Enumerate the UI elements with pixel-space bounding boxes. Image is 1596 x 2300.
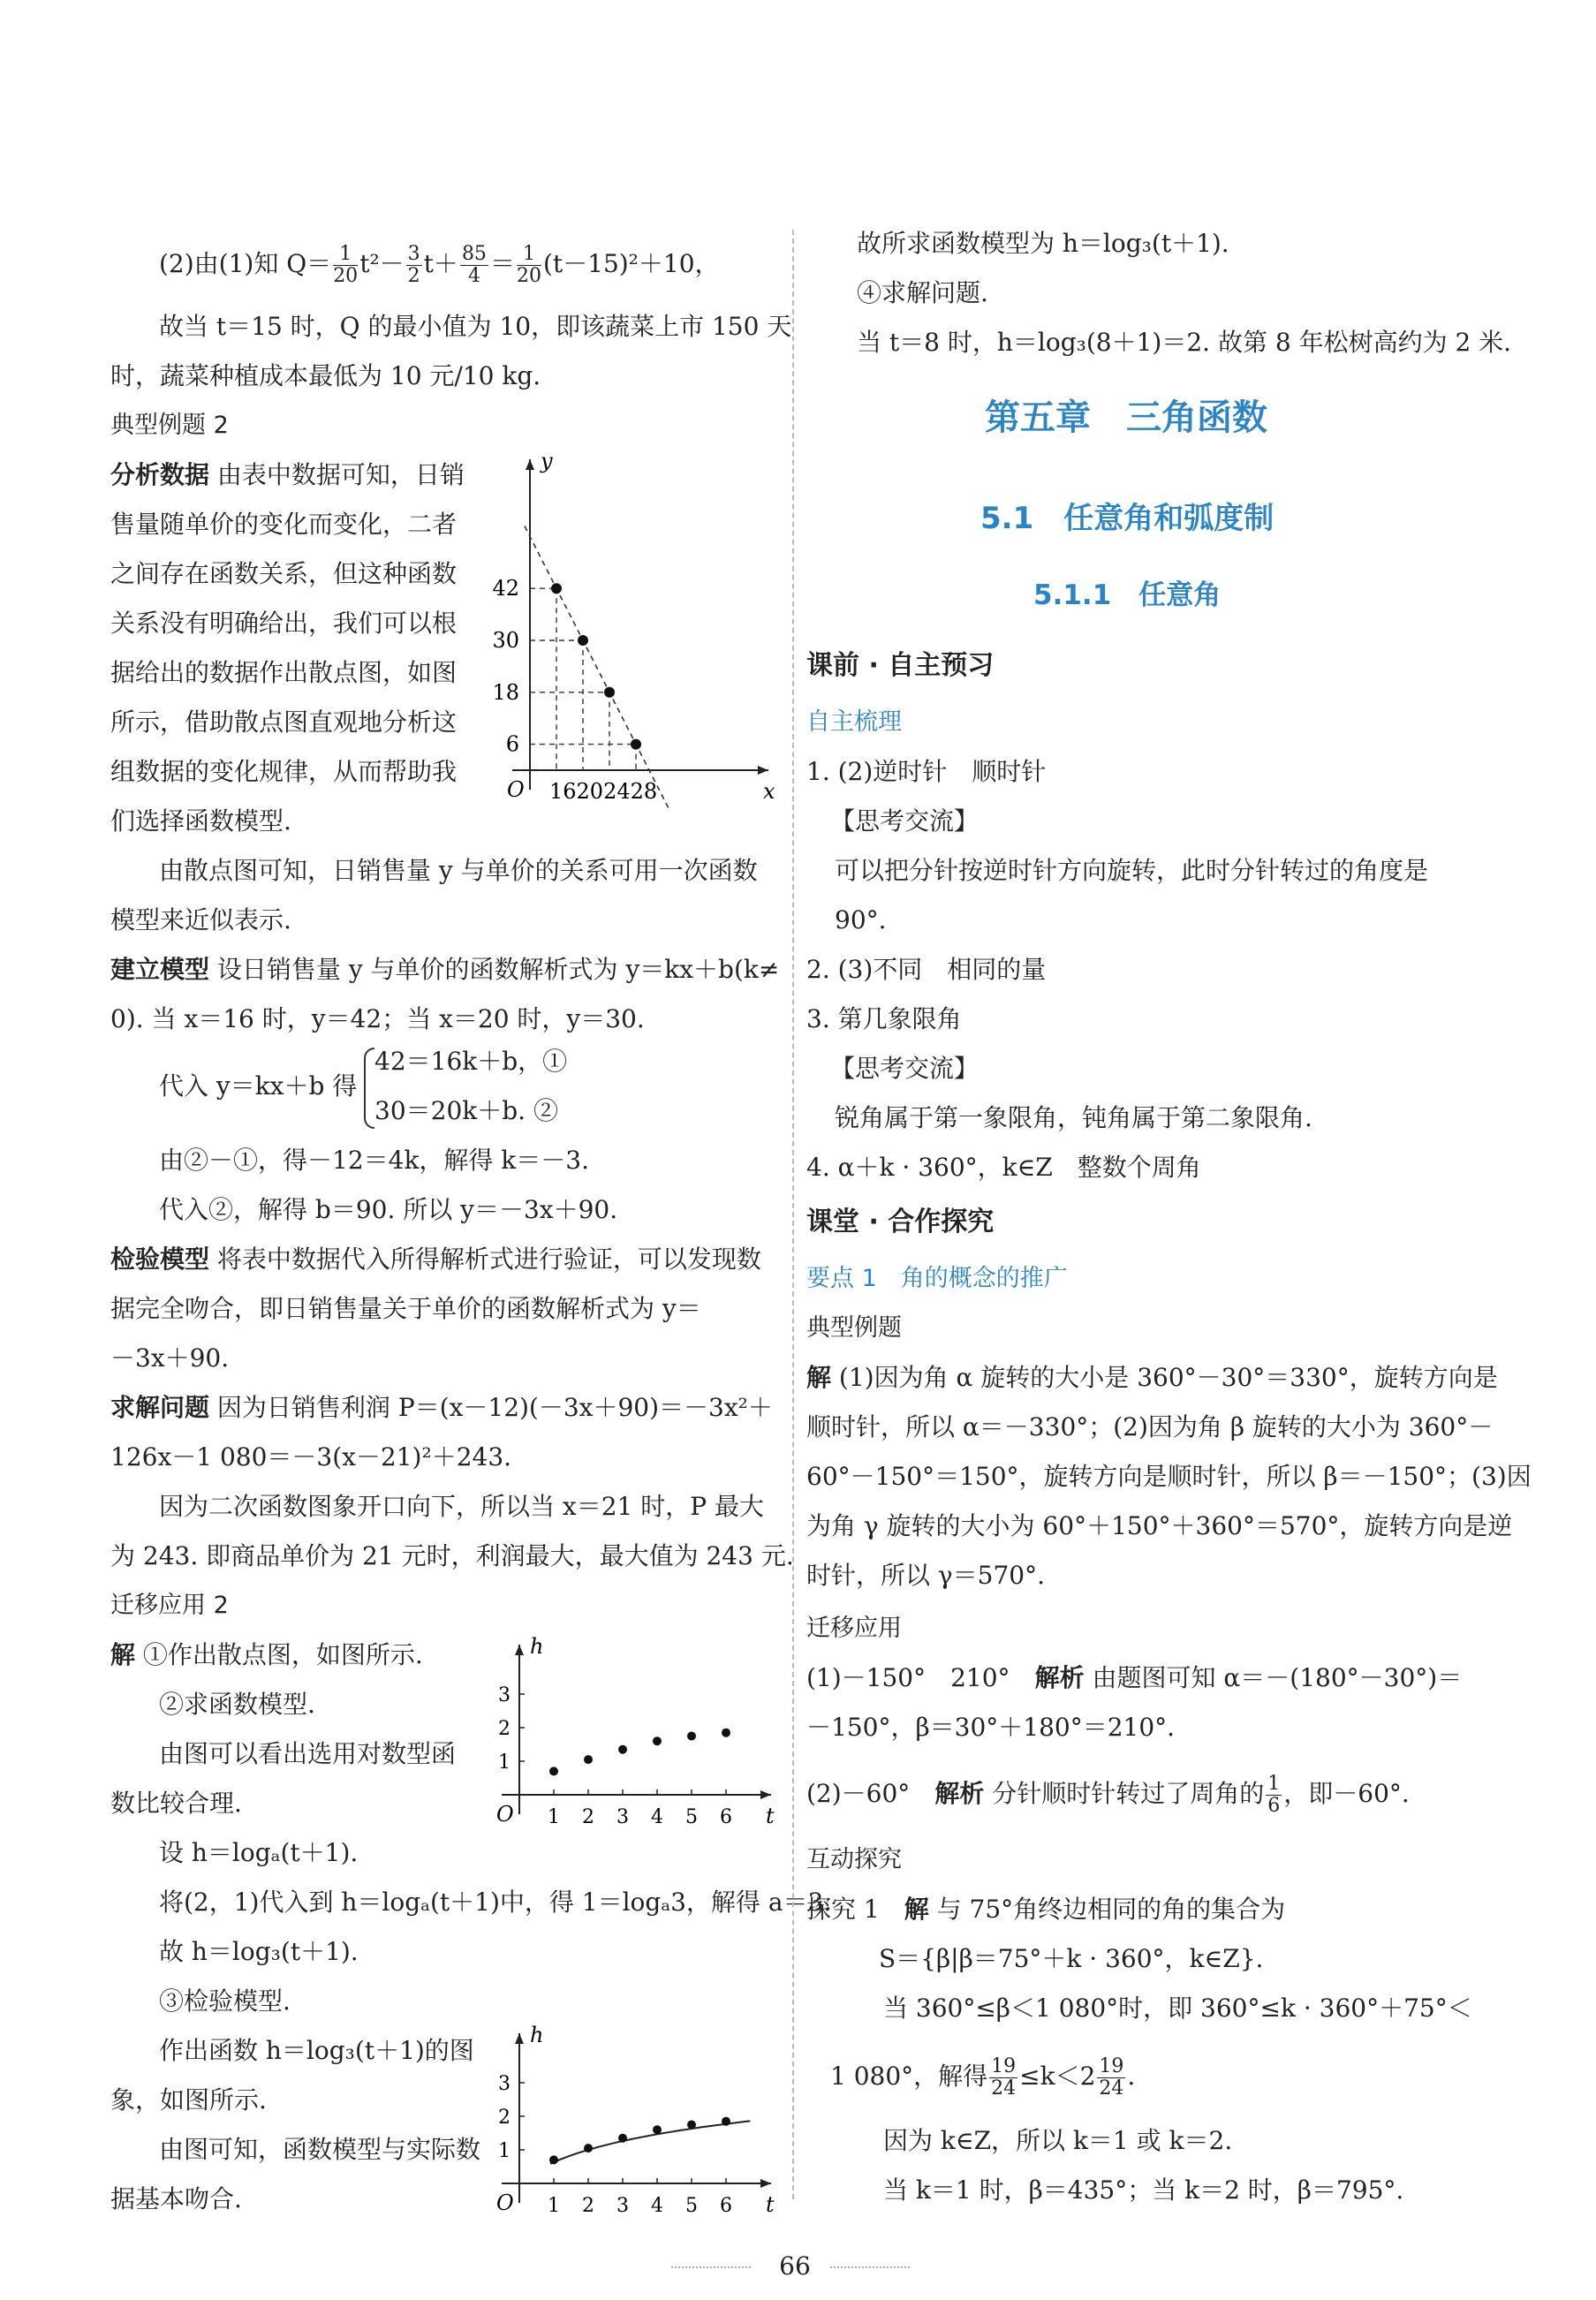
data-point (604, 687, 615, 698)
part-heading: 课前 · 自主预习 (806, 650, 995, 681)
y-tick-label: 2 (498, 2107, 511, 2129)
text-line: 1. (2)逆时针 顺时针 (806, 757, 1047, 786)
text-line: (2)－60° 解析 分针顺时针转过了周角的 $\frac{1}{6}$ ，即－60°. (806, 1773, 1410, 1817)
column-divider (792, 230, 794, 2199)
log-curve-chart (495, 2024, 786, 2219)
text-line: 126x－1 080＝－3(x－21)²＋243. (110, 1442, 512, 1472)
text-line: 顺时针，所以 α＝－330°；(2)因为角 β 旋转的大小为 360°－ (806, 1412, 1494, 1441)
x-tick-label: 4 (651, 2195, 663, 2217)
text-line: 分析数据 由表中数据可知，日销 (110, 460, 465, 489)
data-point (687, 2121, 696, 2130)
data-point (549, 2155, 558, 2164)
x-tick-label: 5 (685, 2195, 698, 2217)
text-line: 故所求函数模型为 h＝log₃(t＋1). (857, 229, 1229, 258)
subsection-title: 典型例题 2 (110, 412, 229, 439)
text-line: 可以把分针按逆时针方向旋转，此时分针转过的角度是 (835, 856, 1429, 885)
text-line: 0). 当 x＝16 时，y＝42；当 x＝20 时，y＝30. (110, 1004, 645, 1033)
y-axis-label: y (541, 450, 553, 473)
y-tick-label: 2 (498, 1718, 511, 1740)
chapter-title: 第五章 三角函数 (985, 397, 1267, 438)
data-point (549, 1767, 558, 1775)
text-line: ④求解问题. (857, 278, 988, 307)
text-line: 代入 y＝kx＋b 得 (159, 1071, 358, 1101)
page-number: 66 (779, 2251, 811, 2281)
equation-1: 42＝16k＋b，① (374, 1047, 568, 1076)
data-point (578, 635, 588, 646)
text-line: 所示，借助散点图直观地分析这 (110, 707, 458, 737)
text-line: 由②－①，得－12＝4k，解得 k＝－3. (159, 1146, 589, 1175)
data-point (631, 739, 641, 750)
data-point (551, 583, 562, 594)
data-point (584, 2144, 593, 2152)
text-line: 设 h＝logₐ(t＋1). (159, 1838, 359, 1867)
text-line: 组数据的变化规律，从而帮助我 (110, 757, 458, 786)
y-tick-label: 30 (492, 628, 519, 653)
data-point (618, 1745, 627, 1754)
text-line: 象，如图所示. (110, 2085, 267, 2115)
x-tick-label: 2 (582, 2195, 594, 2217)
text-line: 【思考交流】 (830, 806, 980, 836)
origin-label: O (507, 777, 525, 802)
text-line: 关系没有明确给出，我们可以根 (110, 609, 458, 638)
text-line: 解 ①作出散点图，如图所示. (110, 1640, 423, 1669)
text-line: 由散点图可知，日销售量 y 与单价的关系可用一次函数 (159, 856, 758, 885)
x-axis-label: x (763, 779, 775, 804)
text-line: 解 (1)因为角 α 旋转的大小是 360°－30°＝330°，旋转方向是 (806, 1363, 1498, 1392)
y-axis-label: h (530, 1636, 544, 1659)
log-curve (550, 2121, 750, 2163)
x-tick-label: 1 (548, 2195, 560, 2217)
x-tick-label: 1 (548, 1806, 560, 1828)
equation-2: 30＝20k＋b. ② (374, 1096, 558, 1125)
y-tick-label: 1 (498, 2140, 511, 2162)
text-line: 因为二次函数图象开口向下，所以当 x＝21 时，P 最大 (159, 1492, 764, 1521)
text-line: 为角 γ 旋转的大小为 60°＋150°＋360°＝570°，旋转方向是逆 (806, 1511, 1513, 1540)
equation-brace (364, 1048, 374, 1129)
section-title: 5.1 任意角和弧度制 (980, 501, 1275, 536)
origin-label: O (496, 1802, 514, 1827)
text-line: 代入②，解得 b＝90. 所以 y＝－3x＋90. (159, 1195, 618, 1224)
text-line: 当 k＝1 时，β＝435°；当 k＝2 时，β＝795°. (883, 2175, 1404, 2205)
text-line: ③检验模型. (159, 1986, 291, 2016)
height-scatter-chart (495, 1636, 786, 1830)
y-axis-label: h (530, 2024, 544, 2047)
text-line: 据完全吻合，即日销售量关于单价的函数解析式为 y＝ (110, 1294, 701, 1323)
text-line: 由图可知，函数模型与实际数 (159, 2135, 481, 2164)
subsection-title: 5.1.1 任意角 (1033, 579, 1222, 611)
x-tick-label: 6 (720, 2195, 732, 2217)
y-axis-arrow (526, 459, 534, 470)
footer-rule-right (830, 2266, 910, 2268)
subsection-title: 典型例题 (806, 1314, 902, 1342)
text-line: 检验模型 将表中数据代入所得解析式进行验证，可以发现数 (110, 1245, 761, 1274)
text-line: 模型来近似表示. (110, 905, 291, 934)
y-tick-label: 3 (498, 1684, 511, 1706)
text-line: －150°，β＝30°＋180°＝210°. (806, 1713, 1176, 1742)
text-line: 建立模型 设日销售量 y 与单价的函数解析式为 y＝kx＋b(k≠ (110, 955, 780, 984)
y-tick-label: 42 (492, 576, 519, 601)
formula-line: (2)由(1)知 Q＝ $\frac{1}{20}$ t²－ $\frac{3}{2}$ t＋ $\frac{85}{4}$ ＝ $\frac{1}{20}$ (t－15)²＋10， (159, 243, 720, 287)
text-line: 由图可以看出选用对数型函 (159, 1739, 457, 1768)
y-tick-label: 18 (492, 679, 519, 705)
origin-label: O (496, 2190, 514, 2215)
y-axis-arrow (515, 1645, 524, 1655)
text-line: 将(2，1)代入到 h＝logₐ(t＋1)中，得 1＝logₐ3，解得 a＝3. (159, 1888, 832, 1917)
y-tick-label: 6 (505, 731, 519, 757)
text-line: 2. (3)不同 相同的量 (806, 955, 1047, 984)
text-line: 求解问题 因为日销售利润 P＝(x－12)(－3x＋90)＝－3x²＋ (110, 1393, 773, 1422)
text-line: 之间存在函数关系，但这种函数 (110, 559, 458, 588)
text-line: 时针，所以 γ＝570°. (806, 1561, 1045, 1590)
text-line: S＝{β|β＝75°＋k · 360°，k∈Z}. (879, 1944, 1264, 1973)
x-axis-label: t (766, 1804, 775, 1828)
text-line: 90°. (835, 905, 887, 934)
data-point (722, 1729, 730, 1737)
text-line: 们选择函数模型. (110, 806, 291, 836)
text-line: 4. α＋k · 360°，k∈Z 整数个周角 (806, 1153, 1201, 1182)
x-axis-arrow (760, 1790, 771, 1799)
text-line: 作出函数 h＝log₃(t＋1)的图 (159, 2036, 474, 2065)
text-line: －3x＋90. (110, 1343, 230, 1373)
text-line: 【思考交流】 (830, 1054, 980, 1083)
text-line: 数比较合理. (110, 1789, 242, 1818)
data-point (722, 2117, 730, 2126)
footer-rule-left (671, 2266, 751, 2268)
text-line: 据给出的数据作出散点图，如图 (110, 658, 458, 687)
text-line: 售量随单价的变化而变化，二者 (110, 510, 458, 539)
text-line: 时，蔬菜种植成本最低为 10 元/10 kg. (110, 361, 541, 390)
x-axis-arrow (758, 766, 768, 775)
data-point (653, 1736, 662, 1745)
subsection-title: 迁移应用 2 (110, 1592, 229, 1619)
text-line: 探究 1 解 与 75°角终边相同的角的集合为 (806, 1895, 1286, 1924)
data-point (584, 1755, 593, 1764)
trend-line (525, 526, 669, 809)
x-tick-label: 2 (582, 1806, 594, 1828)
x-tick-label: 3 (616, 1806, 629, 1828)
data-point (653, 2125, 662, 2134)
text-line: ②求函数模型. (159, 1690, 315, 1719)
x-tick-label: 3 (616, 2195, 629, 2217)
data-point (687, 1732, 696, 1741)
part-heading: 课堂 · 合作探究 (806, 1207, 995, 1237)
text-line: 故当 t＝15 时，Q 的最小值为 10，即该蔬菜上市 150 天 (159, 312, 792, 341)
text-line: (1)－150° 210° 解析 由题图可知 α＝－(180°－30°)＝ (806, 1663, 1463, 1692)
x-tick-label: 5 (685, 1806, 698, 1828)
text-line: 故 h＝log₃(t＋1). (159, 1937, 359, 1966)
blue-heading: 要点 1 角的概念的推广 (806, 1265, 1068, 1292)
data-point (618, 2134, 627, 2143)
subsection-title: 迁移应用 (806, 1615, 902, 1642)
subsection-title: 互动探究 (806, 1846, 902, 1873)
text-line: 据基本吻合. (110, 2184, 242, 2213)
x-axis-label: t (766, 2192, 775, 2217)
text-line: 因为 k∈Z，所以 k＝1 或 k＝2. (883, 2126, 1233, 2155)
x-tick-label: 6 (720, 1806, 732, 1828)
x-tick-labels: 16202428 (549, 779, 658, 804)
sales-scatter-chart (477, 450, 777, 813)
x-tick-label: 4 (651, 1806, 663, 1828)
y-axis-arrow (515, 2033, 524, 2044)
text-line: 当 t＝8 时，h＝log₃(8＋1)＝2. 故第 8 年松树高约为 2 米. (857, 328, 1512, 357)
text-line: 锐角属于第一象限角，钝角属于第二象限角. (835, 1103, 1312, 1132)
text-line: 当 360°≤β＜1 080°时，即 360°≤k · 360°＋75°＜ (883, 1994, 1472, 2023)
y-tick-label: 1 (498, 1751, 511, 1774)
blue-heading: 自主梳理 (806, 708, 902, 736)
x-axis-arrow (760, 2179, 771, 2188)
text-line: 3. 第几象限角 (806, 1004, 962, 1033)
text-line: 为 243. 即商品单价为 21 元时，利润最大，最大值为 243 元. (110, 1541, 794, 1570)
text-line: 1 080°，解得 $\frac{19}{24}$ ≤k＜2 $\frac{19}{24}$ . (830, 2055, 1136, 2100)
text-line: 60°－150°＝150°，旋转方向是顺时针，所以 β＝－150°；(3)因 (806, 1462, 1532, 1491)
y-tick-label: 3 (498, 2073, 511, 2095)
